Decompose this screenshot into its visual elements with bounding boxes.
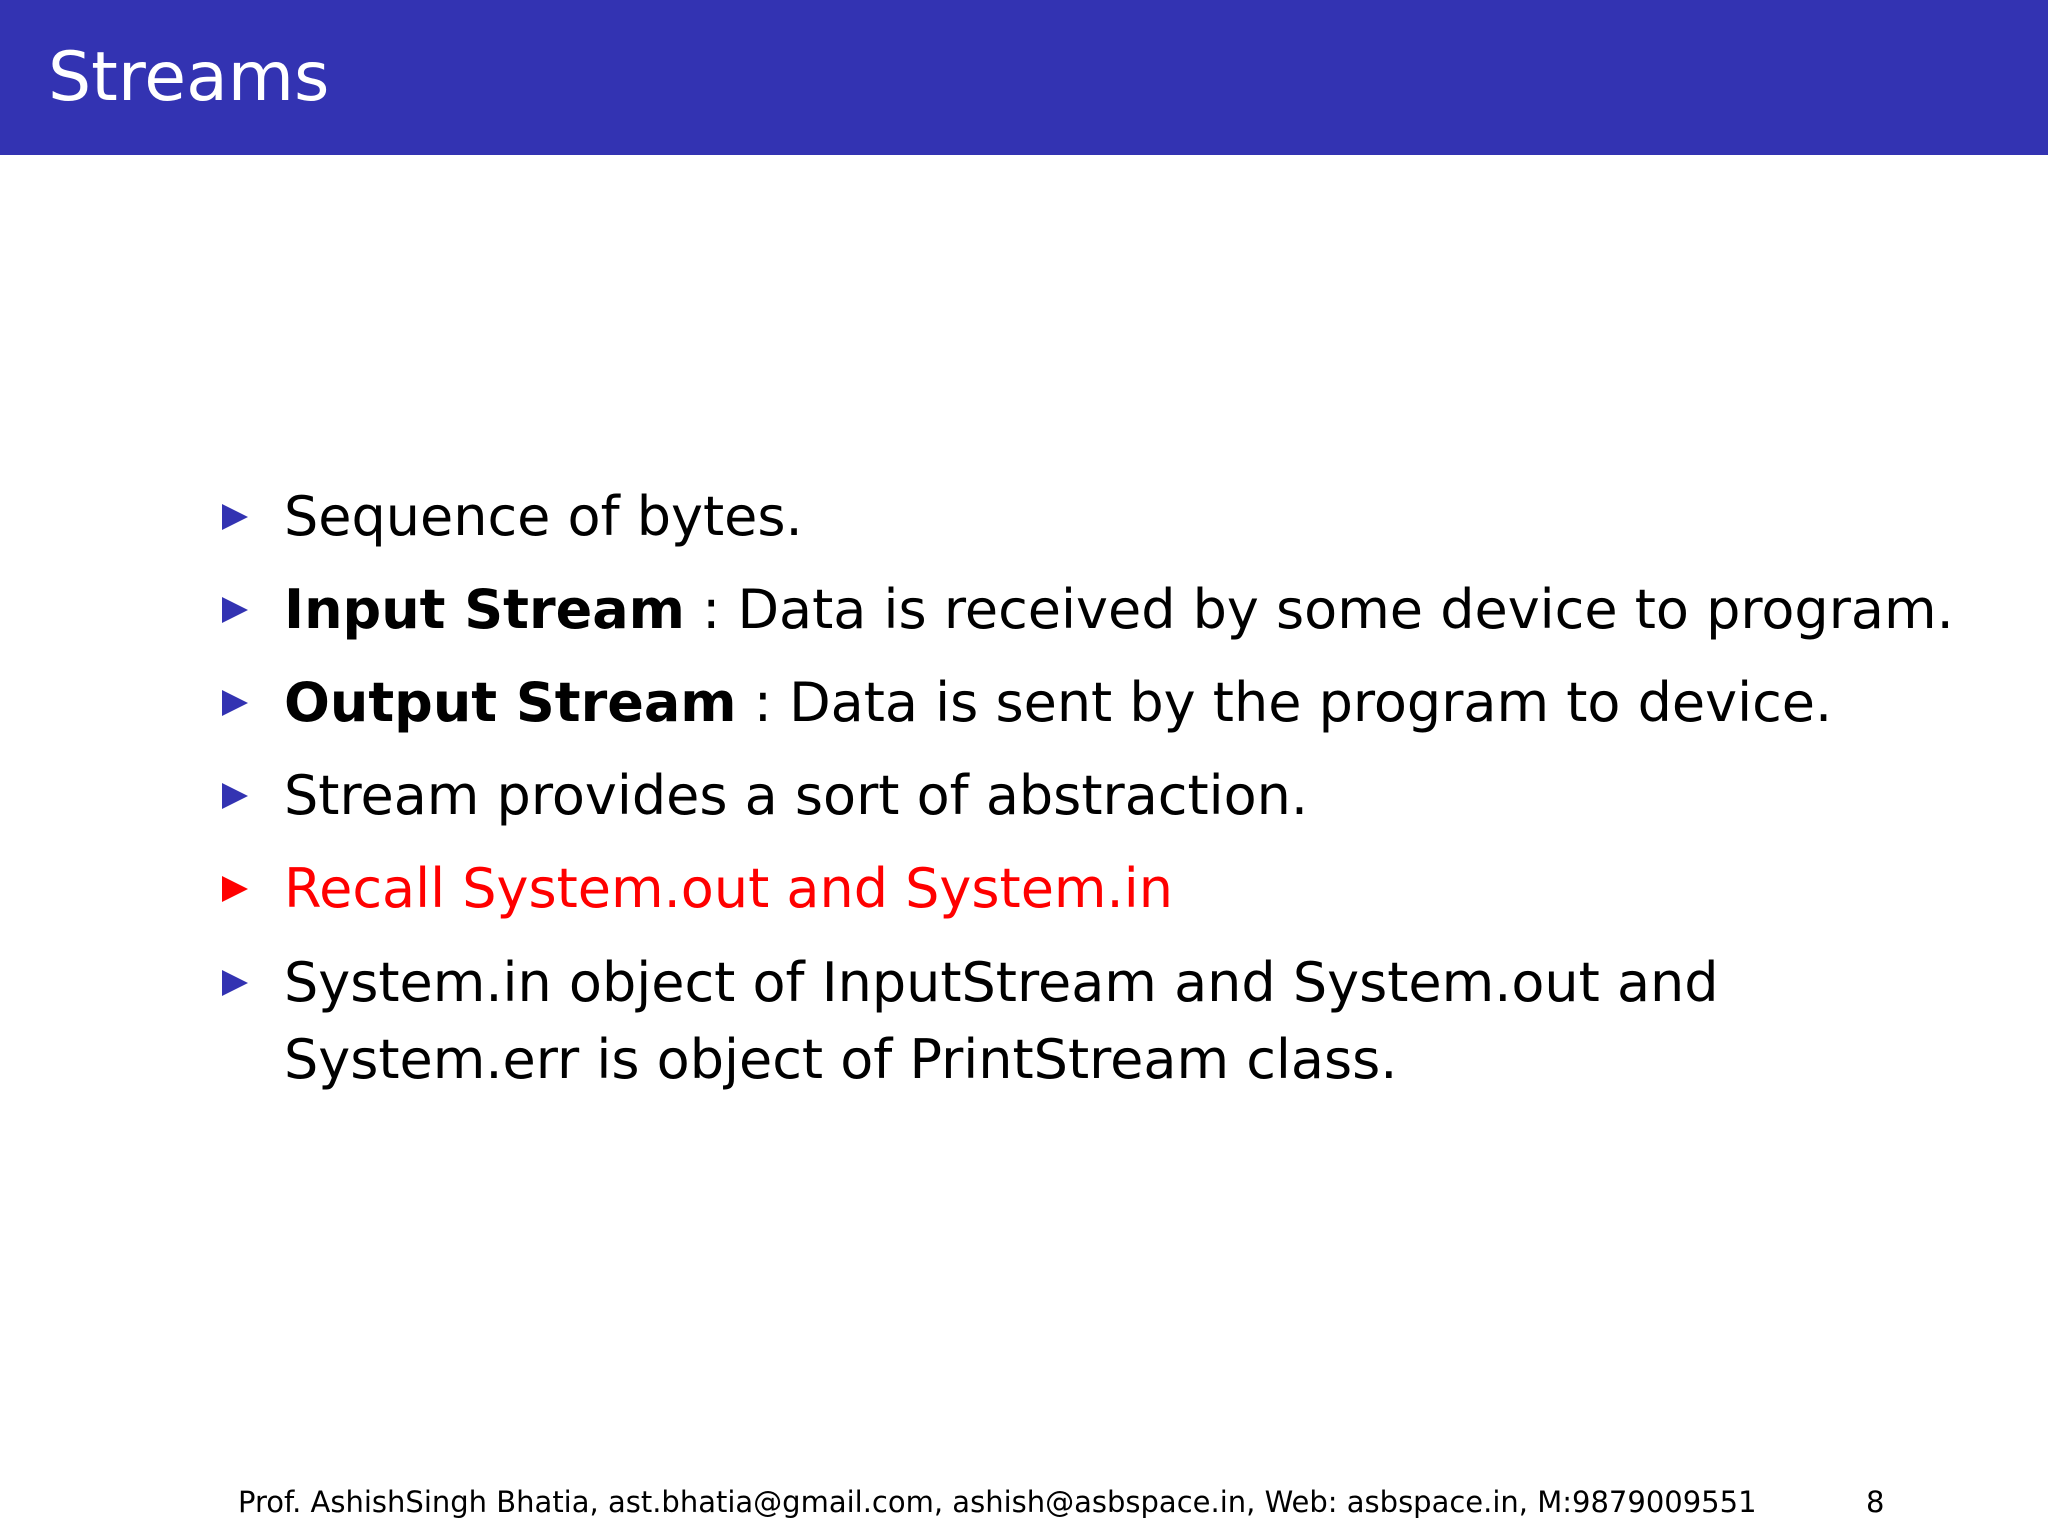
bullet-text-alert: Recall System.out and System.in	[284, 857, 1173, 920]
triangle-bullet-icon	[222, 876, 248, 902]
bullet-separator: :	[684, 578, 738, 641]
triangle-bullet-icon	[222, 597, 248, 623]
triangle-bullet-icon	[222, 690, 248, 716]
bullet-text: Sequence of bytes.	[284, 485, 803, 548]
triangle-bullet-icon	[222, 783, 248, 809]
triangle-bullet-icon	[222, 504, 248, 530]
footer-author-info: Prof. AshishSingh Bhatia, ast.bhatia@gmail.com, ashish@asbspace.in, Web: asbspace.in, M:9879009551	[238, 1485, 1757, 1519]
bullet-text-line-2: System.err is object of PrintStream class.	[284, 1028, 1398, 1091]
bullet-text-line-1: System.in object of InputStream and System.out and	[284, 951, 1719, 1014]
bullet-description: Data is received by some device to program.	[737, 578, 1954, 641]
bullet-text: Stream provides a sort of abstraction.	[284, 764, 1309, 827]
bullet-text	[284, 664, 1832, 742]
page-number: 8	[1866, 1485, 1885, 1519]
bullet-text	[284, 571, 1954, 649]
slide-title: Streams	[48, 38, 330, 117]
bullet-description: Data is sent by the program to device.	[789, 671, 1833, 734]
bullet-term: Output Stream	[284, 671, 737, 734]
bullet-term: Input Stream	[284, 578, 685, 641]
bullet-separator: :	[736, 671, 790, 734]
triangle-bullet-icon	[222, 970, 248, 996]
